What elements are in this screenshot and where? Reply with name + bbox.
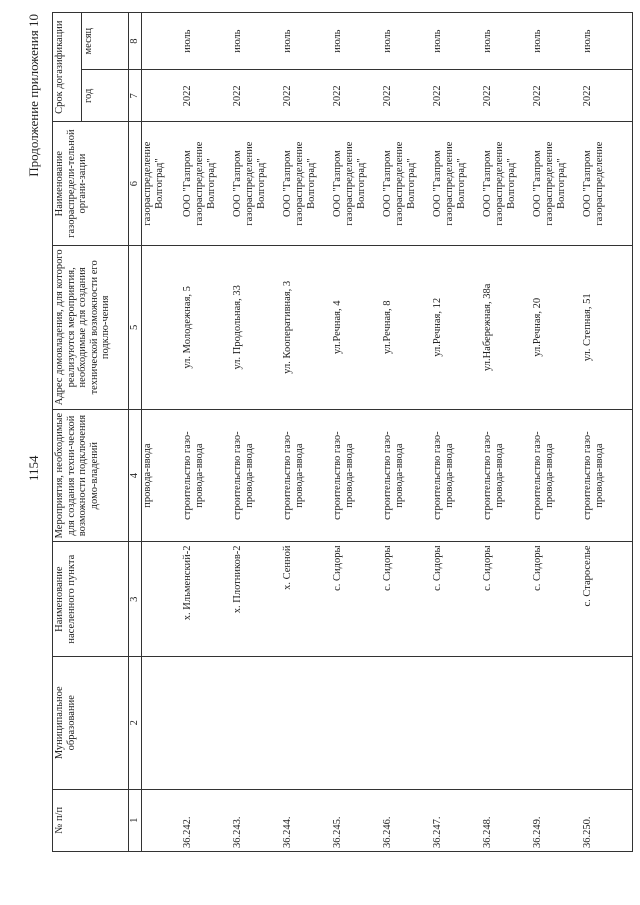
header-settlement: Наименование населенного пункта [53,542,129,656]
continuation-label: Продолжение приложения 10 [26,14,41,177]
row-address: ул. Степная, 51 [582,245,633,409]
row-measures: строительство газо- провода-ввода [582,409,633,542]
table-row [432,13,482,852]
row-number: 36.246. [382,789,432,851]
row-organization: ООО "Газпром газораспределение Волгоград" [532,122,582,246]
column-number: 5 [129,245,142,409]
carry-organization: газораспределение Волгоград" [141,122,182,246]
column-number: 8 [129,13,142,70]
row-number: 36.243. [232,789,282,851]
row-month: июль [332,13,382,70]
row-number: 36.250. [582,789,633,851]
row-address: ул.Речная, 20 [532,245,582,409]
row-municipality [282,656,332,789]
row-measures: строительство газо- провода-ввода [432,409,482,542]
row-organization: ООО "Газпром газораспределение Волгоград" [482,122,532,246]
table-row [582,13,633,852]
row-municipality [382,656,432,789]
carry-over-row [141,13,182,852]
row-year: 2022 [382,70,432,122]
row-municipality [482,656,532,789]
row-number: 36.249. [532,789,582,851]
row-measures: строительство газо- провода-ввода [282,409,332,542]
row-year: 2022 [182,70,232,122]
row-settlement: х. Сенной [282,542,332,656]
column-number: 6 [129,122,142,246]
row-year: 2022 [582,70,633,122]
table-header [53,13,142,852]
row-measures: строительство газо- провода-ввода [232,409,282,542]
row-year: 2022 [232,70,282,122]
row-measures: строительство газо- провода-ввода [482,409,532,542]
row-address: ул. Молодежная, 5 [182,245,232,409]
row-organization: ООО "Газпром газораспределение Волгоград" [232,122,282,246]
header-organization: Наименование газораспредели-тельной органи-зации [53,122,129,246]
page-number: 1154 [26,455,41,481]
header-month: месяц [82,13,129,70]
table-row [282,13,332,852]
row-municipality [532,656,582,789]
row-month: июль [282,13,332,70]
row-year: 2022 [432,70,482,122]
header-municipality: Муниципальное образование [53,656,129,789]
row-number: 36.247. [432,789,482,851]
row-address: ул.Речная, 4 [332,245,382,409]
header-term: Срок догазификации [53,13,82,122]
row-month: июль [582,13,633,70]
column-number: 3 [129,542,142,656]
column-number: 1 [129,789,142,851]
carry-measures: провода-ввода [141,409,182,542]
header-num: № п/п [53,789,129,851]
row-organization: ООО "Газпром газораспределение Волгоград" [432,122,482,246]
row-year: 2022 [482,70,532,122]
row-measures: строительство газо- провода-ввода [182,409,232,542]
row-month: июль [532,13,582,70]
row-settlement: с. Сидоры [382,542,432,656]
row-address: ул. Кооперативная, 3 [282,245,332,409]
row-month: июль [382,13,432,70]
column-number: 4 [129,409,142,542]
row-organization: ООО "Газпром газораспределение Волгоград" [282,122,332,246]
table-body [141,13,632,852]
row-month: июль [182,13,232,70]
table-row [182,13,232,852]
row-month: июль [232,13,282,70]
row-settlement: с. Сидоры [432,542,482,656]
row-measures: строительство газо- провода-ввода [532,409,582,542]
row-municipality [332,656,382,789]
row-address: ул.Набережная, 38а [482,245,532,409]
row-address: ул. Продольная, 33 [232,245,282,409]
row-address: ул.Речная, 12 [432,245,482,409]
row-settlement: с. Сидоры [332,542,382,656]
table-row [382,13,432,852]
table-row [332,13,382,852]
row-municipality [432,656,482,789]
table-row [482,13,532,852]
column-number: 2 [129,656,142,789]
row-number: 36.248. [482,789,532,851]
table-row [532,13,582,852]
column-number: 7 [129,70,142,122]
row-settlement: с. Сидоры [532,542,582,656]
row-month: июль [482,13,532,70]
row-measures: строительство газо- провода-ввода [382,409,432,542]
gasification-table [52,12,633,852]
row-organization: ООО "Газпром газораспределение Волгоград" [332,122,382,246]
row-year: 2022 [282,70,332,122]
row-municipality [182,656,232,789]
row-year: 2022 [332,70,382,122]
header-year: год [82,70,129,122]
row-municipality [232,656,282,789]
header-measures: Мероприятия, необходимые для создания техни-ческой возможности подключения домо-владений [53,409,129,542]
row-number: 36.245. [332,789,382,851]
row-measures: строительство газо- провода-ввода [332,409,382,542]
row-settlement: с. Староселье [582,542,633,656]
row-settlement: х. Плотников-2 [232,542,282,656]
row-municipality [582,656,633,789]
table-row [232,13,282,852]
row-organization: ООО "Газпром газораспределение [582,122,633,246]
row-organization: ООО "Газпром газораспределение Волгоград" [182,122,232,246]
row-settlement: с. Сидоры [482,542,532,656]
row-number: 36.244. [282,789,332,851]
header-address: Адрес домовладения, для которого реализуются мероприятия, необходимые для создания технической возможности его подклю-чения [53,245,129,409]
row-year: 2022 [532,70,582,122]
row-address: ул.Речная, 8 [382,245,432,409]
row-number: 36.242. [182,789,232,851]
row-settlement: х. Ильменский-2 [182,542,232,656]
row-organization: ООО "Газпром газораспределение Волгоград" [382,122,432,246]
row-month: июль [432,13,482,70]
